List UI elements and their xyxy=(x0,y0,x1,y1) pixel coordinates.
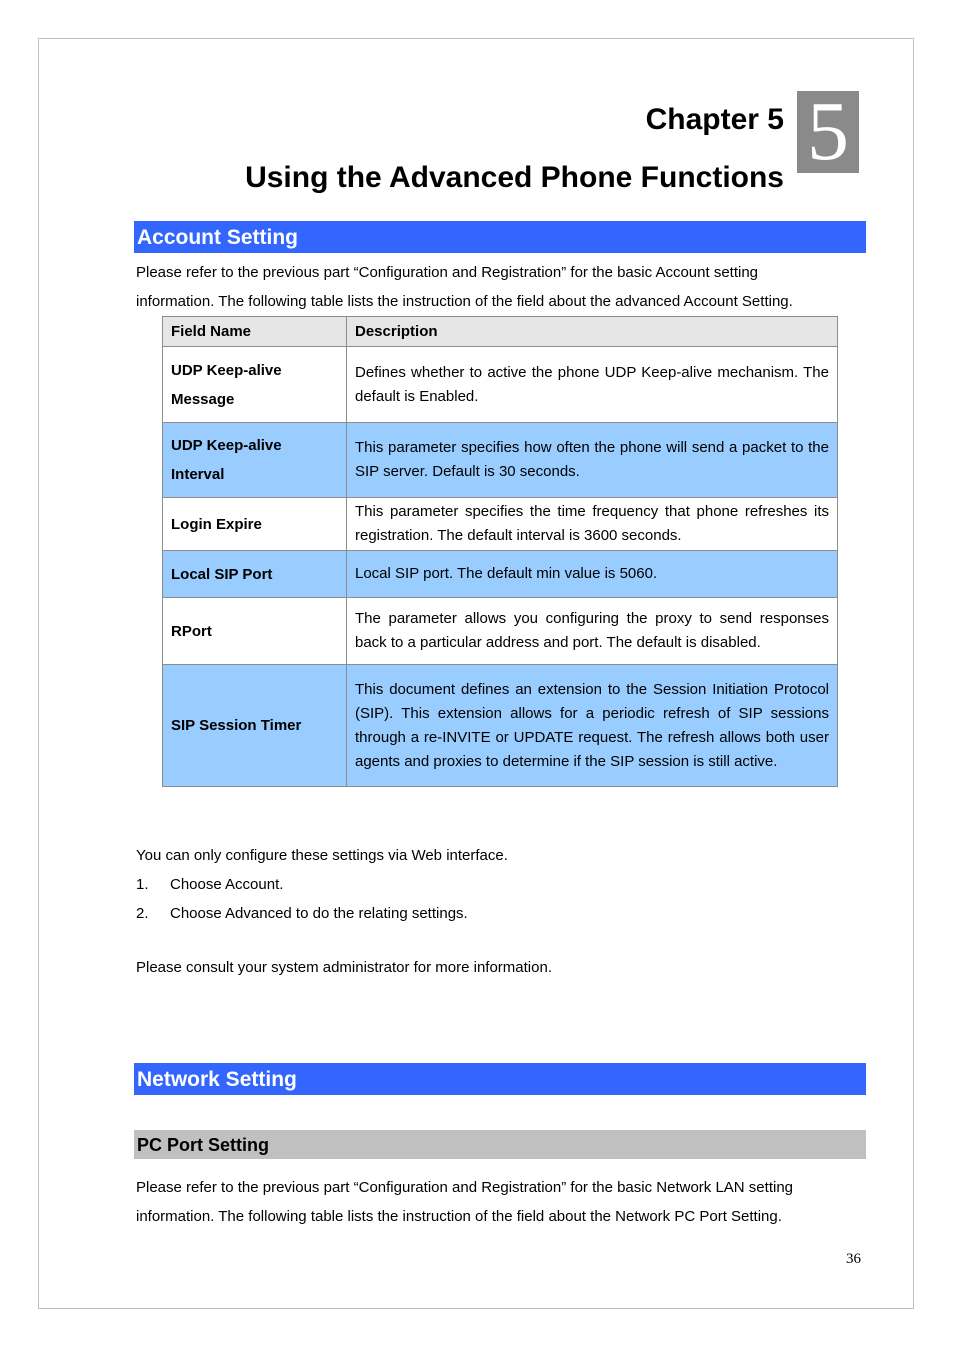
chapter-title: Using the Advanced Phone Functions xyxy=(245,161,784,194)
field-description: This document defines an extension to the Session Initiation Protocol (SIP). This extension allows for a periodic refresh of SIP sessions through a re-INVITE or UPDATE request. The refresh allows both user agents and proxies to determine if the SIP session is still active. xyxy=(347,665,838,787)
chapter-label: Chapter 5 xyxy=(645,103,784,136)
field-description: The parameter allows you configuring the proxy to send responses back to a particular address and port. The default is disabled. xyxy=(347,598,838,665)
list-text: Choose Account. xyxy=(170,876,284,893)
field-name: RPort xyxy=(171,622,212,640)
table-row xyxy=(163,665,838,787)
table-header-row xyxy=(163,317,838,347)
consult-note: Please consult your system administrator for more information. xyxy=(136,959,552,976)
field-name-cell xyxy=(163,423,347,498)
network-setting-heading: Network Setting xyxy=(134,1063,866,1095)
instructions xyxy=(136,841,856,928)
field-name-cell xyxy=(163,665,347,787)
field-description: This parameter specifies the time frequency that phone refreshes its registration. The default interval is 3600 seconds. xyxy=(347,498,838,551)
network-intro-line1: Please refer to the previous part “Configuration and Registration” for the basic Network LAN setting xyxy=(136,1179,793,1196)
list-text: Choose Advanced to do the relating settings. xyxy=(170,905,468,922)
field-name: Login Expire xyxy=(171,515,262,533)
table-row xyxy=(163,598,838,665)
network-intro-line2: information. The following table lists the instruction of the field about the Network PC Port Setting. xyxy=(136,1208,782,1225)
field-name-cont: Interval xyxy=(171,466,225,483)
table-row xyxy=(163,498,838,551)
field-name-cell xyxy=(163,498,347,551)
field-name: UDP Keep-alive xyxy=(171,437,282,454)
table-row xyxy=(163,423,838,498)
field-description: This parameter specifies how often the phone will send a packet to the SIP server. Default is 30 seconds. xyxy=(347,423,838,498)
account-intro-line1: Please refer to the previous part “Configuration and Registration” for the basic Account setting xyxy=(136,264,759,281)
table-row xyxy=(163,551,838,598)
field-name-cell xyxy=(163,598,347,665)
instructions-intro: You can only configure these settings via Web interface. xyxy=(136,847,508,864)
field-description: Defines whether to active the phone UDP Keep-alive mechanism. The default is Enabled. xyxy=(347,347,838,423)
page-number: 36 xyxy=(846,1251,861,1267)
account-setting-heading: Account Setting xyxy=(134,221,866,253)
network-intro xyxy=(136,1173,856,1231)
header-field-name: Field Name xyxy=(163,317,347,347)
list-item xyxy=(136,870,856,899)
field-name: Local SIP Port xyxy=(171,565,273,583)
field-name: SIP Session Timer xyxy=(171,717,302,734)
field-name-cell xyxy=(163,347,347,423)
header-description: Description xyxy=(347,317,838,347)
field-name: UDP Keep-alive xyxy=(171,361,282,379)
account-fields-table xyxy=(162,316,838,787)
account-intro-line2: information. The following table lists the instruction of the field about the advanced Account Setting. xyxy=(136,293,793,310)
list-number: 1. xyxy=(136,876,149,893)
pc-port-setting-heading: PC Port Setting xyxy=(134,1130,866,1159)
list-number: 2. xyxy=(136,905,149,922)
list-item xyxy=(136,899,856,928)
chapter-number-box: 5 xyxy=(797,91,859,173)
field-name-cont: Message xyxy=(171,390,235,408)
field-description: Local SIP port. The default min value is 5060. xyxy=(347,551,838,598)
table-row xyxy=(163,347,838,423)
account-intro xyxy=(136,258,856,316)
field-name-cell xyxy=(163,551,347,598)
